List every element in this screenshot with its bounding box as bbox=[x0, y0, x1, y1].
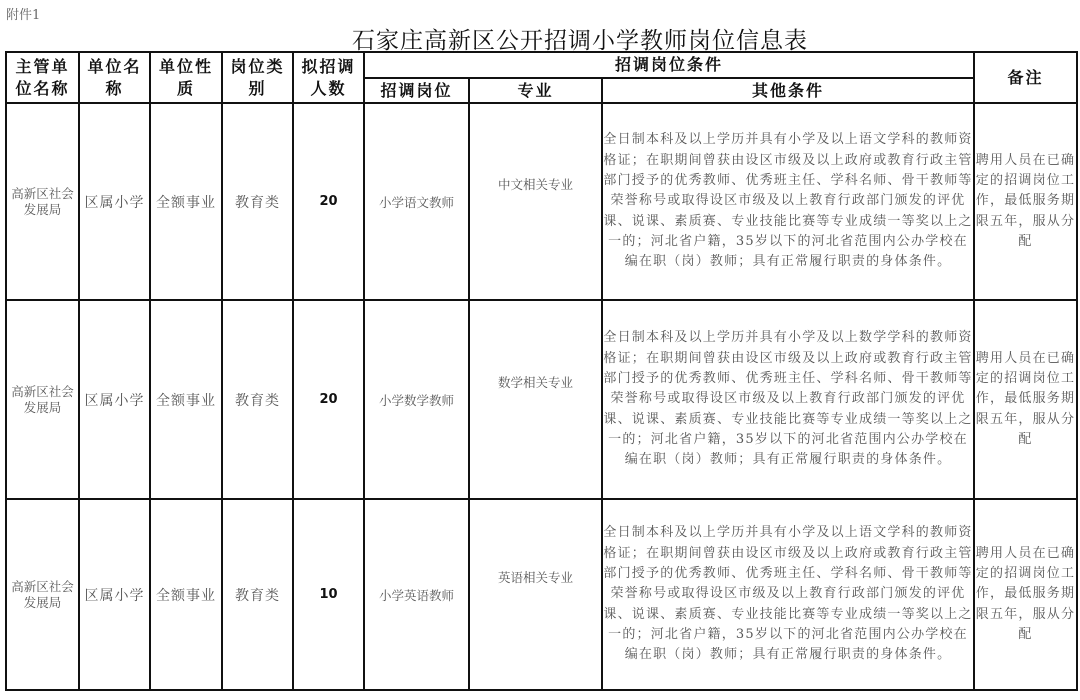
cell-post: 小学语文教师 bbox=[364, 103, 469, 300]
major-text: 英语相关专业 bbox=[497, 569, 573, 585]
table-row bbox=[6, 300, 1077, 499]
cell-unit-name: 区属小学 bbox=[79, 300, 150, 499]
header-post-category: 岗位类别 bbox=[222, 52, 293, 103]
header-planned-count: 拟招调人数 bbox=[293, 52, 364, 103]
header-other-conditions: 其他条件 bbox=[602, 78, 974, 103]
header-unit-name: 单位名称 bbox=[79, 52, 150, 103]
cell-unit-nature: 全额事业 bbox=[150, 499, 222, 690]
cell-planned-count: 20 bbox=[293, 300, 364, 499]
header-post: 招调岗位 bbox=[364, 78, 469, 103]
cell-supervisor: 高新区社会发展局 bbox=[6, 300, 79, 499]
cell-other-conditions: 全日制本科及以上学历并具有小学及以上语文学科的教师资格证；在职期间曾获由设区市级及以上政府或教育行政主管部门授予的优秀教师、优秀班主任、学科名师、骨干教师等荣誉称号或取得设区市级及以上教育行政部门颁发的评优课、说课、素质赛、专业技能比赛等专业成绩一等奖以上之一的；河北省户籍，35岁以下的河北省范围内公办学校在编在职（岗）教师；具有正常履行职责的身体条件。 bbox=[602, 103, 974, 300]
position-info-table bbox=[5, 51, 1078, 691]
major-text: 中文相关专业 bbox=[497, 176, 573, 192]
cell-post-category: 教育类 bbox=[222, 103, 293, 300]
header-remarks: 备注 bbox=[974, 52, 1077, 103]
cell-unit-name: 区属小学 bbox=[79, 499, 150, 690]
table-row bbox=[6, 499, 1077, 690]
cell-remarks: 聘用人员在已确定的招调岗位工作，最低服务期限五年，服从分配 bbox=[974, 103, 1077, 300]
cell-other-conditions: 全日制本科及以上学历并具有小学及以上语文学科的教师资格证；在职期间曾获由设区市级及以上政府或教育行政主管部门授予的优秀教师、优秀班主任、学科名师、骨干教师等荣誉称号或取得设区市级及以上教育行政部门颁发的评优课、说课、素质赛、专业技能比赛等专业成绩一等奖以上之一的；河北省户籍，35岁以下的河北省范围内公办学校在编在职（岗）教师；具有正常履行职责的身体条件。 bbox=[602, 499, 974, 690]
major-text: 数学相关专业 bbox=[497, 374, 573, 390]
cell-planned-count: 10 bbox=[293, 499, 364, 690]
cell-other-conditions: 全日制本科及以上学历并具有小学及以上数学学科的教师资格证；在职期间曾获由设区市级及以上政府或教育行政主管部门授予的优秀教师、优秀班主任、学科名师、骨干教师等荣誉称号或取得设区市级及以上教育行政部门颁发的评优课、说课、素质赛、专业技能比赛等专业成绩一等奖以上之一的；河北省户籍，35岁以下的河北省范围内公办学校在编在职（岗）教师；具有正常履行职责的身体条件。 bbox=[602, 300, 974, 499]
table-row bbox=[6, 103, 1077, 300]
cell-post: 小学英语教师 bbox=[364, 499, 469, 690]
cell-planned-count: 20 bbox=[293, 103, 364, 300]
cell-post-category: 教育类 bbox=[222, 300, 293, 499]
cell-major bbox=[469, 499, 602, 690]
cell-remarks: 聘用人员在已确定的招调岗位工作，最低服务期限五年，服从分配 bbox=[974, 499, 1077, 690]
header-unit-nature: 单位性质 bbox=[150, 52, 222, 103]
cell-major bbox=[469, 300, 602, 499]
cell-remarks: 聘用人员在已确定的招调岗位工作，最低服务期限五年，服从分配 bbox=[974, 300, 1077, 499]
header-supervisor: 主管单位名称 bbox=[6, 52, 79, 103]
cell-unit-nature: 全额事业 bbox=[150, 300, 222, 499]
cell-supervisor: 高新区社会发展局 bbox=[6, 499, 79, 690]
cell-unit-name: 区属小学 bbox=[79, 103, 150, 300]
table-header bbox=[6, 52, 1077, 103]
header-conditions-group: 招调岗位条件 bbox=[364, 52, 974, 78]
cell-post: 小学数学教师 bbox=[364, 300, 469, 499]
attachment-label: 附件1 bbox=[6, 8, 41, 23]
header-major: 专业 bbox=[469, 78, 602, 103]
cell-major bbox=[469, 103, 602, 300]
cell-supervisor: 高新区社会发展局 bbox=[6, 103, 79, 300]
cell-post-category: 教育类 bbox=[222, 499, 293, 690]
page-title: 石家庄高新区公开招调小学教师岗位信息表 bbox=[352, 28, 808, 54]
cell-unit-nature: 全额事业 bbox=[150, 103, 222, 300]
